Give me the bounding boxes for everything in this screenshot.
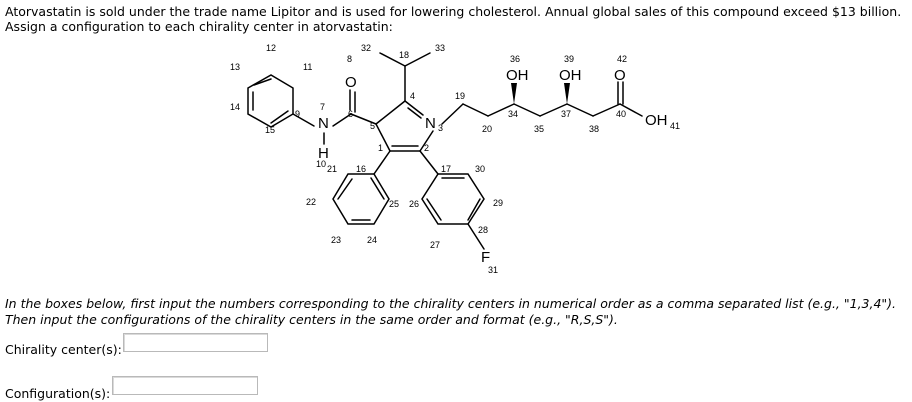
atom-number: 6 [348, 109, 354, 119]
atom-number: 28 [478, 225, 489, 235]
atom-number: 7 [320, 102, 326, 112]
atom-number: 40 [616, 109, 627, 119]
atom-number: 37 [561, 109, 572, 119]
atom-number: 4 [410, 91, 416, 101]
atom-number: 1 [378, 143, 384, 153]
atom-number: 21 [327, 164, 338, 174]
atom-number: 35 [534, 124, 545, 134]
atom-number: 5 [370, 121, 376, 131]
atom-number: 29 [493, 198, 504, 208]
atom-number: 2 [424, 143, 430, 153]
atom-number: 34 [508, 109, 519, 119]
atom-number: 19 [455, 91, 466, 101]
atom-symbol: OH [559, 67, 582, 84]
atom-number: 9 [295, 109, 301, 119]
atom-number: 17 [441, 164, 452, 174]
chirality-centers-label: Chirality center(s): [5, 342, 122, 357]
atom-number: 22 [306, 197, 317, 207]
atom-number: 39 [564, 54, 575, 64]
atom-symbol: O [614, 67, 626, 84]
atom-number: 18 [399, 50, 410, 60]
atom-number: 38 [589, 124, 600, 134]
atom-number: 20 [482, 124, 493, 134]
atom-number: 10 [316, 159, 327, 169]
atom-number: 25 [389, 199, 400, 209]
atom-symbol: O [345, 74, 357, 91]
atom-number: 12 [266, 43, 277, 53]
configurations-label: Configuration(s): [5, 386, 111, 401]
atom-number: 32 [361, 43, 372, 53]
atom-number: 14 [230, 102, 241, 112]
atom-symbol: H [318, 145, 329, 162]
configurations-input[interactable] [112, 376, 258, 395]
atom-symbol: N [318, 115, 329, 132]
atom-number: 31 [488, 265, 499, 275]
question-text: Atorvastatin is sold under the trade name Lipitor and is used for lowering cholesterol. Annual global sales of this compound exceed $13 billion. Assign a configuration to each chirality center in atorvastatin: [5, 4, 902, 34]
atom-number: 3 [438, 123, 444, 133]
instructions-text: In the boxes below, first input the numbers corresponding to the chirality centers in numerical order as a comma separated list (e.g., "1,3,4"). Then input the configurations of the chirality centers in the same order and format (e.g., "R,S,S"). [5, 296, 897, 327]
atom-number: 26 [409, 199, 420, 209]
atom-number: 23 [331, 235, 342, 245]
atom-number: 33 [435, 43, 446, 53]
atom-number: 13 [230, 62, 241, 72]
atom-number: 16 [356, 164, 367, 174]
atom-number: 24 [367, 235, 378, 245]
atom-number: 36 [510, 54, 521, 64]
atom-number: 27 [430, 240, 441, 250]
atom-number: 8 [347, 54, 353, 64]
atom-number: 41 [670, 121, 681, 131]
atom-number: 15 [265, 125, 276, 135]
atom-symbol: OH [506, 67, 529, 84]
atom-symbol: N [425, 115, 436, 132]
chirality-centers-input[interactable] [123, 333, 268, 352]
atom-number: 11 [303, 62, 313, 72]
atom-symbol: OH [645, 112, 668, 129]
atom-number: 42 [617, 54, 628, 64]
atom-symbol: F [481, 249, 491, 266]
atom-number: 30 [475, 164, 486, 174]
